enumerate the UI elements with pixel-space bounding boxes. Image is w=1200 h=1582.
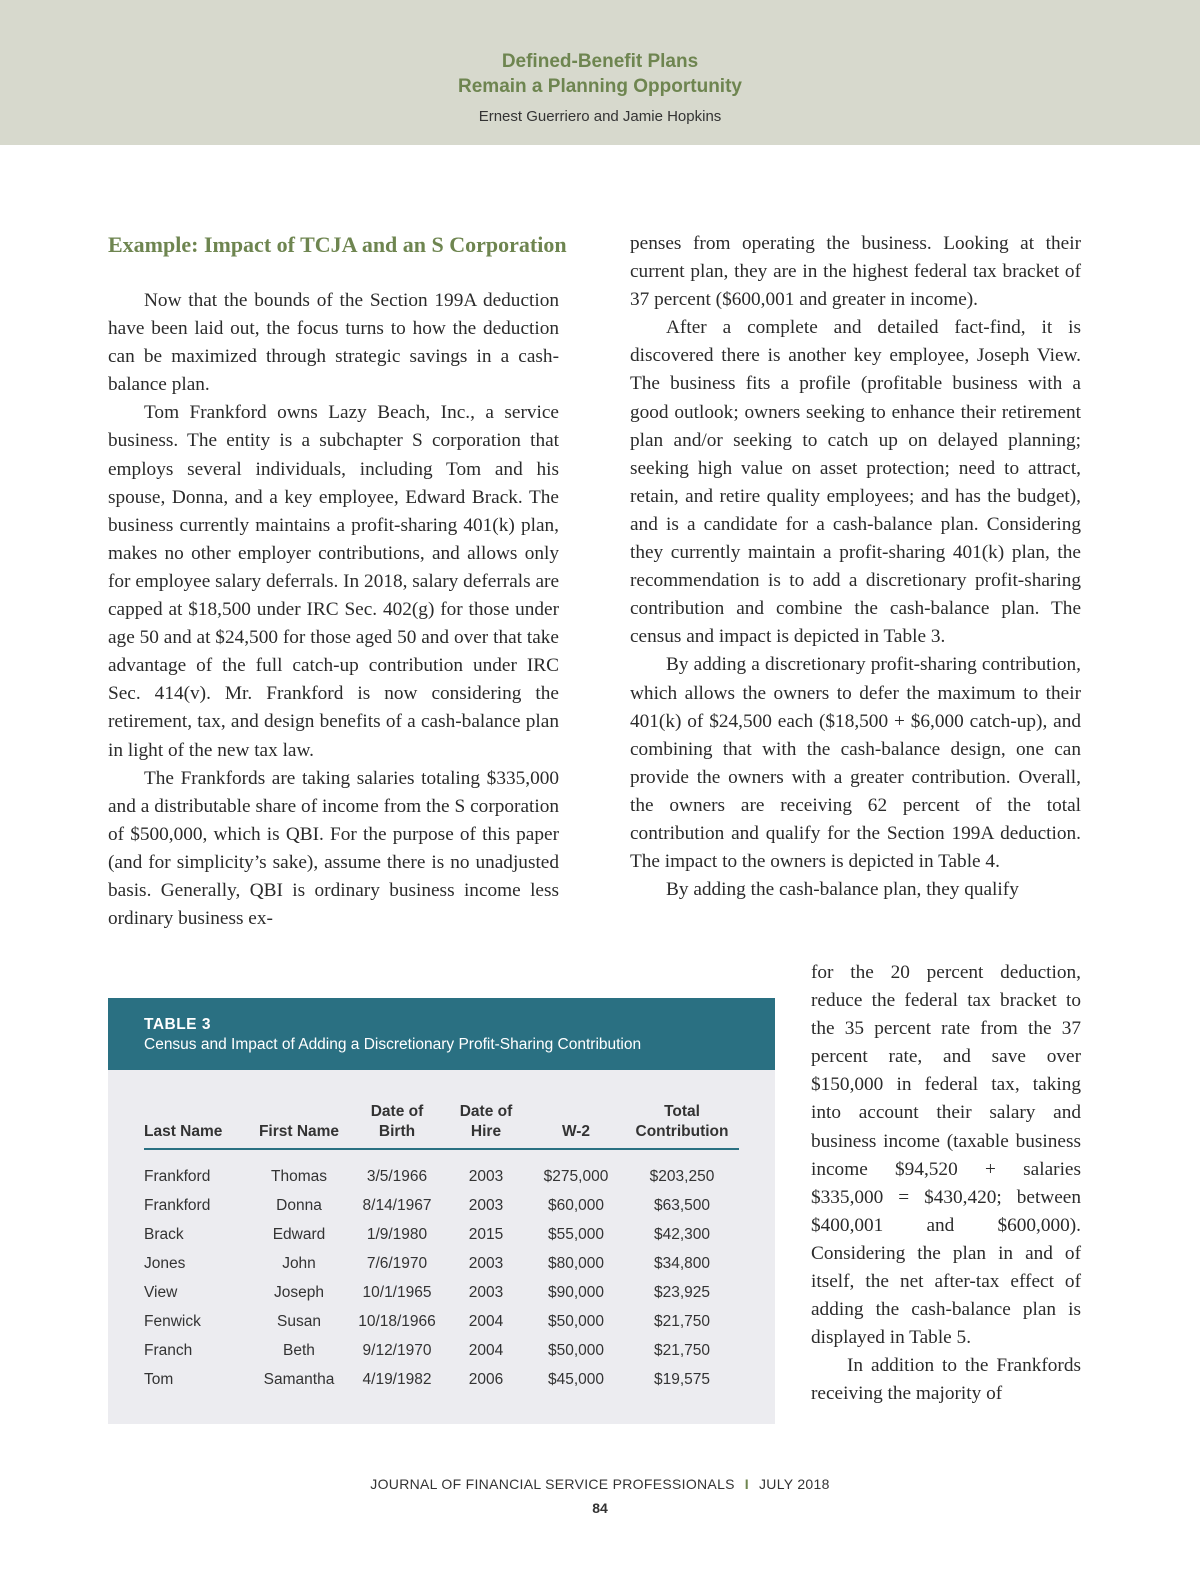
paragraph: for the 20 percent deduction, reduce the federal tax bracket to the 35 percent rate from the 37 percent rate, and save over $150,000 in federal tax, taking into account their salary and business income (taxable business income $94,520 + salaries $335,000 = $430,420; between $400,001 and $600,000). Considering the plan in and of itself, the net after-tax effect of adding the cash-balance plan is displayed in Table 5. xyxy=(811,962,1081,1349)
table-row xyxy=(144,1307,739,1336)
cell-w2: $45,000 xyxy=(547,1370,605,1388)
col-first-name: First Name xyxy=(249,1102,349,1149)
cell-dob: 8/14/1967 xyxy=(362,1196,432,1214)
cell-first: Donna xyxy=(276,1196,322,1214)
section-heading: Example: Impact of TCJA and an S Corporation xyxy=(108,232,567,257)
table-header-row xyxy=(144,1102,739,1149)
table-row xyxy=(144,1278,739,1307)
cell-first: John xyxy=(282,1254,316,1272)
cell-total: $203,250 xyxy=(649,1167,715,1185)
cell-last: View xyxy=(144,1283,178,1301)
journal-name: JOURNAL OF FINANCIAL SERVICE PROFESSIONALS xyxy=(370,1476,735,1492)
col-last-name: Last Name xyxy=(144,1102,249,1149)
cell-w2: $55,000 xyxy=(547,1225,605,1243)
header-authors: Ernest Guerriero and Jamie Hopkins xyxy=(478,108,722,125)
cell-doh: 2004 xyxy=(468,1341,504,1359)
paragraph: By adding a discretionary profit-sharing contribution, which allows the owners to defer the maximum to their 401(k) of $24,500 each ($18,500 + $6,000 catch-up), and combining that with the cash-balance design, one can provide the owners with a greater contribution. Overall, the owners are receiving 62 percent of the total contribution and qualify for the Section 199A deduction. The impact to the owners is depicted in Table 4. xyxy=(630,654,1081,873)
wrap-column xyxy=(811,959,1081,1409)
table-header-bar xyxy=(108,998,775,1070)
col-date-of-hire: Date of Hire xyxy=(445,1102,527,1149)
paragraph: After a complete and detailed fact-find, it is discovered there is another key employee, Joseph View. The business fits a profile (profitable business with a good outlook; owners seeking to enhance their retirement plan and/or seeking to catch up on delayed planning; seeking high value on asset protection; need to attract, retain, and retire quality employees; and has the budget), and is a candidate for a cash-balance plan. Considering they currently maintain a profit-sharing 401(k) plan, the recommendation is to add a discretionary profit-sharing contribution and combine the cash-balance plan. The census and impact is depicted in Table 3. xyxy=(630,317,1081,648)
cell-first: Susan xyxy=(277,1312,321,1330)
running-header xyxy=(0,0,1200,145)
cell-total: $23,925 xyxy=(653,1283,711,1301)
table-row xyxy=(144,1336,739,1365)
cell-w2: $80,000 xyxy=(547,1254,605,1272)
cell-w2: $50,000 xyxy=(547,1312,605,1330)
table-3 xyxy=(108,998,775,1424)
cell-total: $19,575 xyxy=(653,1370,711,1388)
cell-total: $21,750 xyxy=(653,1341,711,1359)
footer-separator: I xyxy=(744,1476,749,1492)
cell-first: Beth xyxy=(283,1341,315,1359)
cell-doh: 2015 xyxy=(468,1225,504,1243)
header-title-line2: Remain a Planning Opportunity xyxy=(458,76,742,97)
paragraph: Now that the bounds of the Section 199A deduction have been laid out, the focus turns to how the deduction can be maximized through strategic savings in a cash-balance plan. xyxy=(108,290,559,396)
col-date-of-birth: Date of Birth xyxy=(349,1102,445,1149)
col-w2: W-2 xyxy=(527,1102,625,1149)
census-table xyxy=(144,1102,739,1394)
left-column xyxy=(108,287,559,933)
cell-dob: 4/19/1982 xyxy=(362,1370,432,1388)
cell-doh: 2003 xyxy=(468,1196,504,1214)
cell-total: $21,750 xyxy=(653,1312,711,1330)
paragraph: Tom Frankford owns Lazy Beach, Inc., a service business. The entity is a subchapter S corporation that employs several individuals, including Tom and his spouse, Donna, and a key employee, Edward Brack. The business currently maintains a profit-sharing 401(k) plan, makes no other employer contributions, and allows only for employee salary deferrals. In 2018, salary deferrals are capped at $18,500 under IRC Sec. 402(g) for those under age 50 and at $24,500 for those aged 50 and over that take advantage of the full catch-up contribution under IRC Sec. 414(v). Mr. Frankford is now considering the retirement, tax, and design benefits of a cash-balance plan in light of the new tax law. xyxy=(108,402,559,761)
cell-w2: $50,000 xyxy=(547,1341,605,1359)
cell-w2: $90,000 xyxy=(547,1283,605,1301)
cell-w2: $275,000 xyxy=(543,1167,609,1185)
paragraph: In addition to the Frankfords receiving the majority of xyxy=(811,1355,1081,1405)
cell-first: Samantha xyxy=(263,1370,335,1388)
page-number: 84 xyxy=(592,1500,608,1516)
cell-doh: 2003 xyxy=(468,1254,504,1272)
cell-w2: $60,000 xyxy=(547,1196,605,1214)
cell-dob: 10/1/1965 xyxy=(362,1283,432,1301)
table-row xyxy=(144,1149,739,1191)
cell-last: Fenwick xyxy=(144,1312,201,1330)
right-column xyxy=(630,230,1081,904)
cell-last: Jones xyxy=(144,1254,186,1272)
paragraph: The Frankfords are taking salaries totaling $335,000 and a distributable share of income from the S corporation of $500,000, which is QBI. For the purpose of this paper (and for simplicity’s sake), assume there is no unadjusted basis. Generally, QBI is ordinary business income less ordinary business ex- xyxy=(108,767,559,930)
cell-total: $63,500 xyxy=(653,1196,711,1214)
cell-last: Frankford xyxy=(144,1196,211,1214)
header-title-line1: Defined-Benefit Plans xyxy=(501,51,699,72)
paragraph: By adding the cash-balance plan, they qualify xyxy=(666,879,1019,901)
cell-total: $42,300 xyxy=(653,1225,711,1243)
cell-dob: 10/18/1966 xyxy=(358,1312,436,1330)
cell-dob: 1/9/1980 xyxy=(366,1225,428,1243)
issue-date: JULY 2018 xyxy=(759,1476,830,1492)
table-row xyxy=(144,1249,739,1278)
cell-dob: 7/6/1970 xyxy=(366,1254,428,1272)
cell-last: Tom xyxy=(144,1370,174,1388)
table-label: TABLE 3 xyxy=(144,1016,211,1033)
cell-doh: 2003 xyxy=(468,1167,504,1185)
cell-first: Edward xyxy=(272,1225,326,1243)
cell-dob: 9/12/1970 xyxy=(362,1341,432,1359)
table-row xyxy=(144,1365,739,1394)
running-footer xyxy=(0,1476,1200,1492)
cell-first: Joseph xyxy=(274,1283,324,1301)
table-caption: Census and Impact of Adding a Discretionary Profit-Sharing Contribution xyxy=(144,1036,642,1053)
cell-doh: 2006 xyxy=(468,1370,504,1388)
cell-first: Thomas xyxy=(271,1167,327,1185)
cell-last: Frankford xyxy=(144,1167,211,1185)
paragraph: penses from operating the business. Looking at their current plan, they are in the highest federal tax bracket of 37 percent ($600,001 and greater in income). xyxy=(630,233,1081,311)
table-row xyxy=(144,1220,739,1249)
cell-doh: 2004 xyxy=(468,1312,504,1330)
table-row xyxy=(144,1191,739,1220)
cell-doh: 2003 xyxy=(468,1283,504,1301)
col-total-contribution: Total Contribution xyxy=(625,1102,739,1149)
cell-last: Franch xyxy=(144,1341,193,1359)
cell-dob: 3/5/1966 xyxy=(366,1167,428,1185)
cell-last: Brack xyxy=(144,1225,184,1243)
cell-total: $34,800 xyxy=(653,1254,711,1272)
